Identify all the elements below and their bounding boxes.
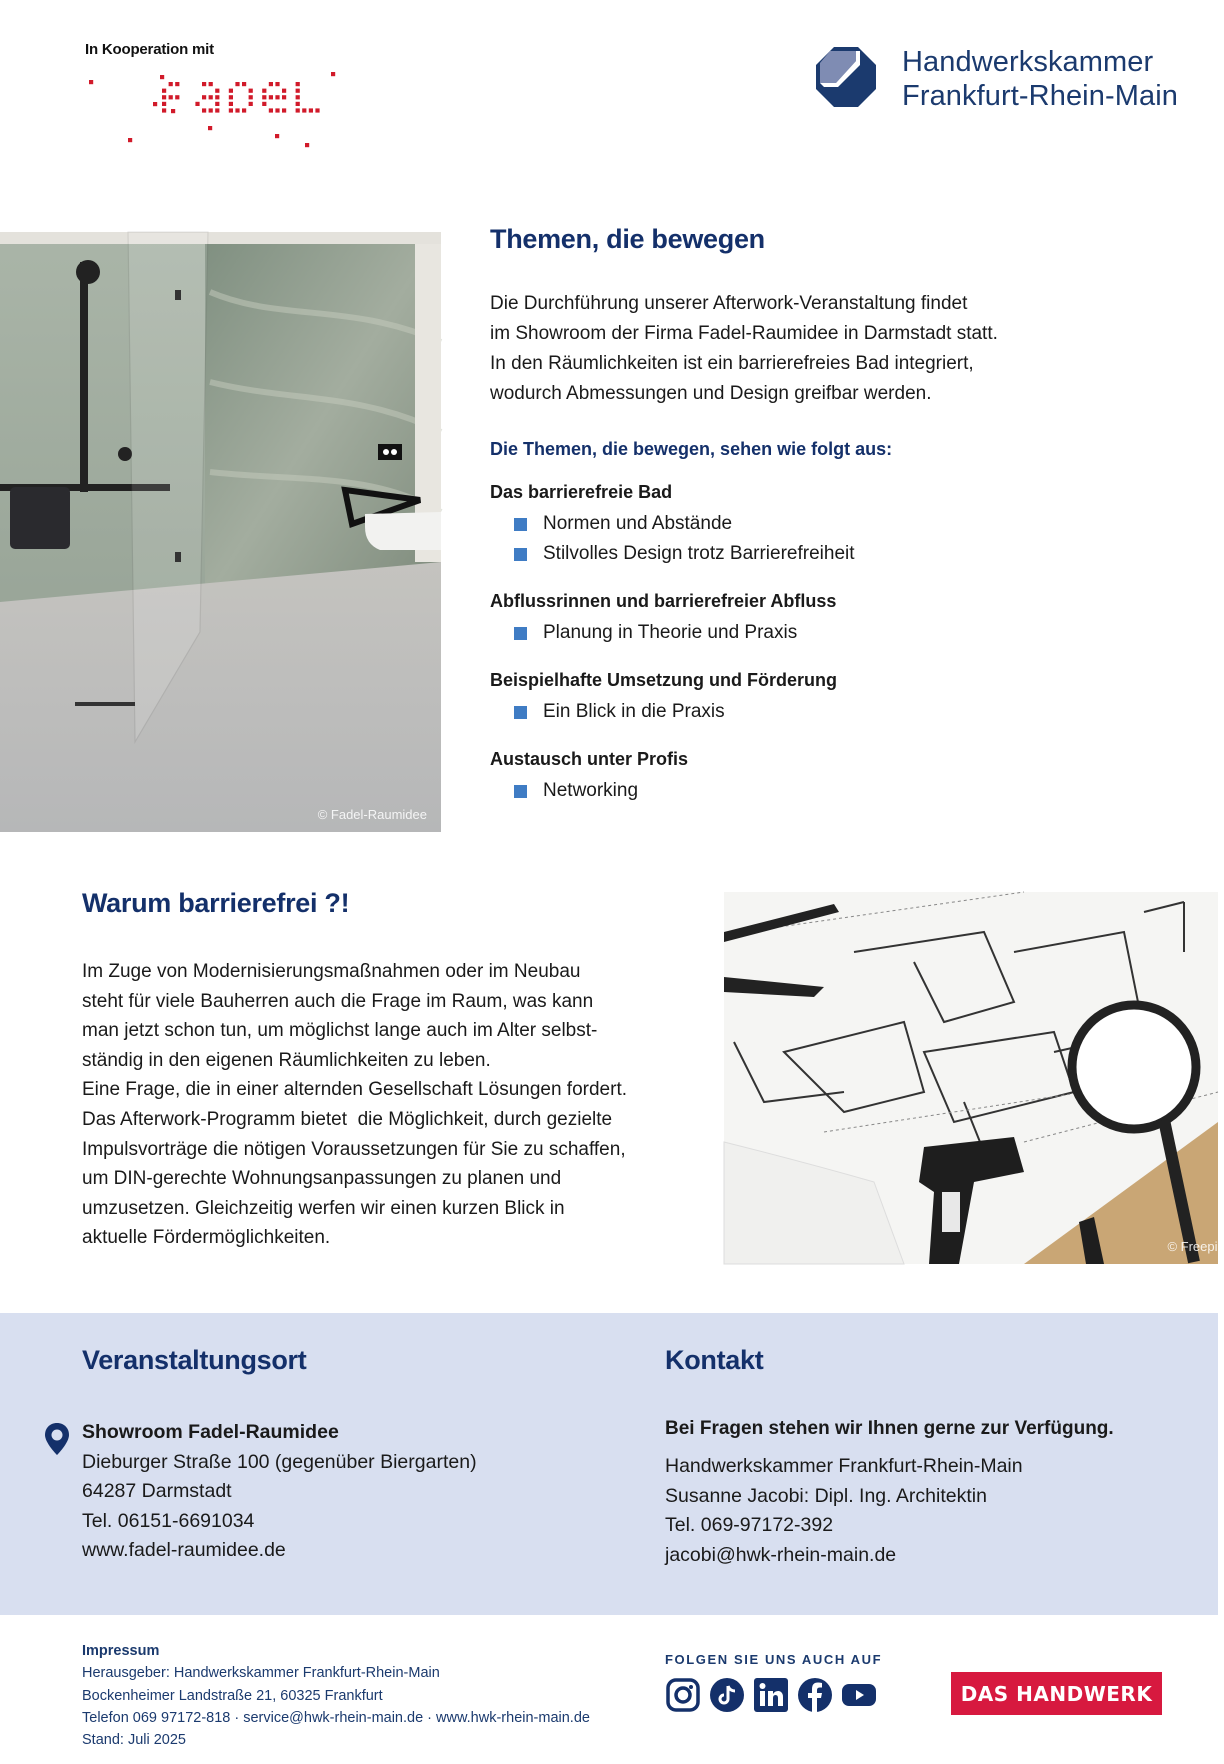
fadel-logo-dot (209, 82, 213, 86)
body-line: Im Zuge von Modernisierungsmaßnahmen oder im Neubau (82, 961, 581, 982)
list-item-text: Networking (543, 780, 639, 801)
fadel-logo-dot (175, 95, 179, 99)
das-handwerk-badge: DAS HANDWERK (951, 1672, 1162, 1715)
venue-name: Showroom Fadel-Raumidee (82, 1421, 339, 1443)
topic-block (490, 482, 1190, 569)
social-label: FOLGEN SIE UNS AUCH AUF (665, 1652, 883, 1667)
contact-phone[interactable]: Tel. 069-97172-392 (665, 1514, 834, 1536)
fadel-logo-dot (202, 95, 206, 99)
facebook-icon[interactable] (797, 1677, 833, 1713)
fadel-logo-dot (282, 108, 286, 112)
fadel-logo-dot (229, 102, 233, 106)
contact-section (665, 1345, 1205, 1570)
fadel-logo-dot (229, 95, 233, 99)
list-item (490, 697, 1190, 727)
bathroom-photo (0, 232, 441, 832)
topic-block (490, 749, 1190, 806)
intro-line: In den Räumlichkeiten ist ein barrierefreies Bad integriert, (490, 353, 974, 374)
venue-title: Veranstaltungsort (82, 1345, 307, 1375)
bullet-square-icon (514, 548, 527, 561)
list-item-text: Stilvolles Design trotz Barrierefreiheit (543, 543, 855, 564)
fadel-logo-dot (162, 95, 166, 99)
body-line: steht für viele Bauherren auch die Frage im Raum, was kann (82, 990, 594, 1012)
social-section (665, 1652, 882, 1713)
list-item (490, 539, 1190, 569)
fadel-logo-dot (195, 102, 199, 106)
list-item (490, 509, 1190, 539)
venue-street: Dieburger Straße 100 (gegenüber Biergarten) (82, 1450, 477, 1473)
warum-section (82, 888, 692, 1253)
warum-body (82, 957, 692, 1253)
hwk-logo (812, 45, 1212, 115)
warum-title: Warum barrierefrei ?! (82, 888, 350, 918)
fadel-logo-dot (296, 82, 300, 86)
impressum-date: Stand: Juli 2025 (82, 1732, 186, 1749)
fadel-logo-dot (269, 95, 273, 99)
contact-org: Handwerkskammer Frankfurt-Rhein-Main (665, 1455, 1023, 1477)
fadel-logo-dot (153, 102, 157, 106)
themen-intro (490, 289, 1190, 409)
body-line: ständig in den eigenen Räumlichkeiten zu leben. (82, 1049, 491, 1071)
themen-section (490, 224, 1190, 806)
body-line: Eine Frage, die in einer alternden Gesellschaft Lösungen fordert. (82, 1079, 627, 1101)
hwk-octagon-icon (816, 47, 876, 107)
bathroom-photo-credit: © Fadel-Raumidee (317, 807, 427, 822)
tiktok-icon[interactable] (709, 1677, 745, 1713)
fadel-logo-dot (249, 102, 253, 106)
fadel-logo-dot (209, 108, 213, 112)
fadel-logo-dot (202, 82, 206, 86)
fadel-logo-dot (315, 108, 319, 112)
bullet-square-icon (514, 785, 527, 798)
fadel-logo (80, 72, 340, 152)
fadel-logo-dot (282, 95, 286, 99)
location-pin-icon (44, 1422, 70, 1456)
fadel-logo-dot (249, 89, 253, 93)
venue-phone[interactable]: Tel. 06151-6691034 (82, 1509, 255, 1532)
blueprint-photo-credit: © Freepik (1167, 1239, 1224, 1254)
body-line: um DIN-gerechte Wohnungsanpassungen zu planen und (82, 1168, 562, 1190)
fadel-logo-dot (229, 89, 233, 93)
fadel-logo-dot (302, 108, 306, 112)
body-line: aktuelle Fördermöglichkeiten. (82, 1227, 331, 1249)
instagram-icon[interactable] (665, 1677, 701, 1713)
topic-title: Das barrierefreie Bad (490, 482, 673, 502)
fadel-logo-dot (309, 108, 313, 112)
linkedin-icon[interactable] (753, 1677, 789, 1713)
fadel-logo-dot (275, 82, 279, 86)
fadel-logo-dot (262, 95, 266, 99)
body-line: Das Afterwork-Programm bietet die Möglichkeit, durch gezielte (82, 1108, 613, 1130)
body-line: umzusetzen. Gleichzeitig werfen wir einen kurzen Blick in (82, 1197, 565, 1219)
impressum-address: Bockenheimer Landstraße 21, 60325 Frankfurt (82, 1687, 383, 1704)
impressum-publisher: Herausgeber: Handwerkskammer Frankfurt-Rhein-Main (82, 1665, 440, 1682)
venue-city: 64287 Darmstadt (82, 1480, 232, 1502)
fadel-logo-dot (235, 108, 239, 112)
fadel-logo-dot (169, 95, 173, 99)
fadel-logo-dot (275, 108, 279, 112)
fadel-logo-dot (275, 134, 279, 138)
hwk-name-line2: Frankfurt-Rhein-Main (902, 80, 1178, 112)
venue-section (82, 1345, 642, 1566)
fadel-logo-dot (305, 143, 309, 147)
fadel-logo-dot (162, 108, 166, 112)
fadel-logo-dot (269, 108, 273, 112)
topic-title: Abflussrinnen und barrierefreier Abfluss (490, 591, 837, 611)
impressum (82, 1640, 590, 1751)
fadel-logo-dot (331, 72, 335, 76)
list-item (490, 776, 1190, 806)
contact-person: Susanne Jacobi: Dipl. Ing. Architektin (665, 1484, 987, 1507)
fadel-logo-dot (208, 126, 212, 130)
fadel-logo-dot (215, 108, 219, 112)
fadel-logo-dot (242, 108, 246, 112)
fadel-logo-dot (89, 80, 93, 84)
fadel-logo-dot (215, 102, 219, 106)
fadel-logo-dot (242, 82, 246, 86)
fadel-logo-dot (202, 108, 206, 112)
fadel-logo-dot (128, 138, 132, 142)
youtube-icon[interactable] (841, 1677, 877, 1713)
list-item-text: Ein Blick in die Praxis (543, 701, 725, 722)
fadel-logo-dot (162, 102, 166, 106)
fadel-logo-dot (275, 95, 279, 99)
fadel-logo-dot (262, 89, 266, 93)
topic-block (490, 670, 1190, 727)
body-line: Impulsvorträge die nötigen Voraussetzungen für Sie zu schaffen, (82, 1138, 626, 1160)
fadel-logo-dot (296, 102, 300, 106)
fadel-logo-dot (209, 95, 213, 99)
list-item-text: Normen und Abstände (543, 513, 733, 534)
themen-title: Themen, die bewegen (490, 224, 765, 254)
topic-block (490, 591, 1190, 648)
list-item-text: Planung in Theorie und Praxis (543, 622, 798, 643)
intro-line: Die Durchführung unserer Afterwork-Veranstaltung findet (490, 293, 968, 314)
cooperation-label: In Kooperation mit (85, 41, 214, 58)
fadel-logo-dot (215, 89, 219, 93)
blueprint-photo (724, 892, 1224, 1264)
fadel-logo-dot (296, 95, 300, 99)
contact-title: Kontakt (665, 1345, 764, 1375)
fadel-logo-dot (160, 75, 164, 79)
fadel-logo-dot (262, 102, 266, 106)
fadel-logo-dot (169, 82, 173, 86)
fadel-logo-dot (171, 109, 175, 113)
contact-lead: Bei Fragen stehen wir Ihnen gerne zur Verfügung. (665, 1418, 1114, 1439)
fadel-logo-dot (249, 95, 253, 99)
impressum-contact: Telefon 069 97172-818 · service@hwk-rhein-main.de · www.hwk-rhein-main.de (82, 1709, 590, 1726)
fadel-logo-dot (296, 108, 300, 112)
fadel-logo-dot (269, 82, 273, 86)
venue-website-link[interactable]: www.fadel-raumidee.de (82, 1539, 286, 1561)
fadel-logo-dot (282, 89, 286, 93)
impressum-title: Impressum (82, 1643, 160, 1659)
contact-email-link[interactable]: jacobi@hwk-rhein-main.de (665, 1543, 897, 1566)
intro-line: im Showroom der Firma Fadel-Raumidee in Darmstadt statt. (490, 323, 998, 344)
fadel-logo-dot (235, 82, 239, 86)
bullet-square-icon (514, 518, 527, 531)
fadel-logo-dot (296, 89, 300, 93)
body-line: man jetzt schon tun, um möglichst lange auch im Alter selbst- (82, 1020, 598, 1042)
hwk-name-line1: Handwerkskammer (902, 46, 1154, 78)
themen-subhead: Die Themen, die bewegen, sehen wie folgt aus: (490, 439, 893, 459)
bullet-square-icon (514, 627, 527, 640)
topic-title: Austausch unter Profis (490, 749, 689, 769)
fadel-logo-dot (215, 95, 219, 99)
list-item (490, 618, 1190, 648)
intro-line: wodurch Abmessungen und Design greifbar werden. (490, 383, 932, 404)
fadel-logo-dot (175, 82, 179, 86)
topic-title: Beispielhafte Umsetzung und Förderung (490, 670, 838, 690)
fadel-logo-dot (162, 89, 166, 93)
bullet-square-icon (514, 706, 527, 719)
fadel-logo-dot (229, 108, 233, 112)
